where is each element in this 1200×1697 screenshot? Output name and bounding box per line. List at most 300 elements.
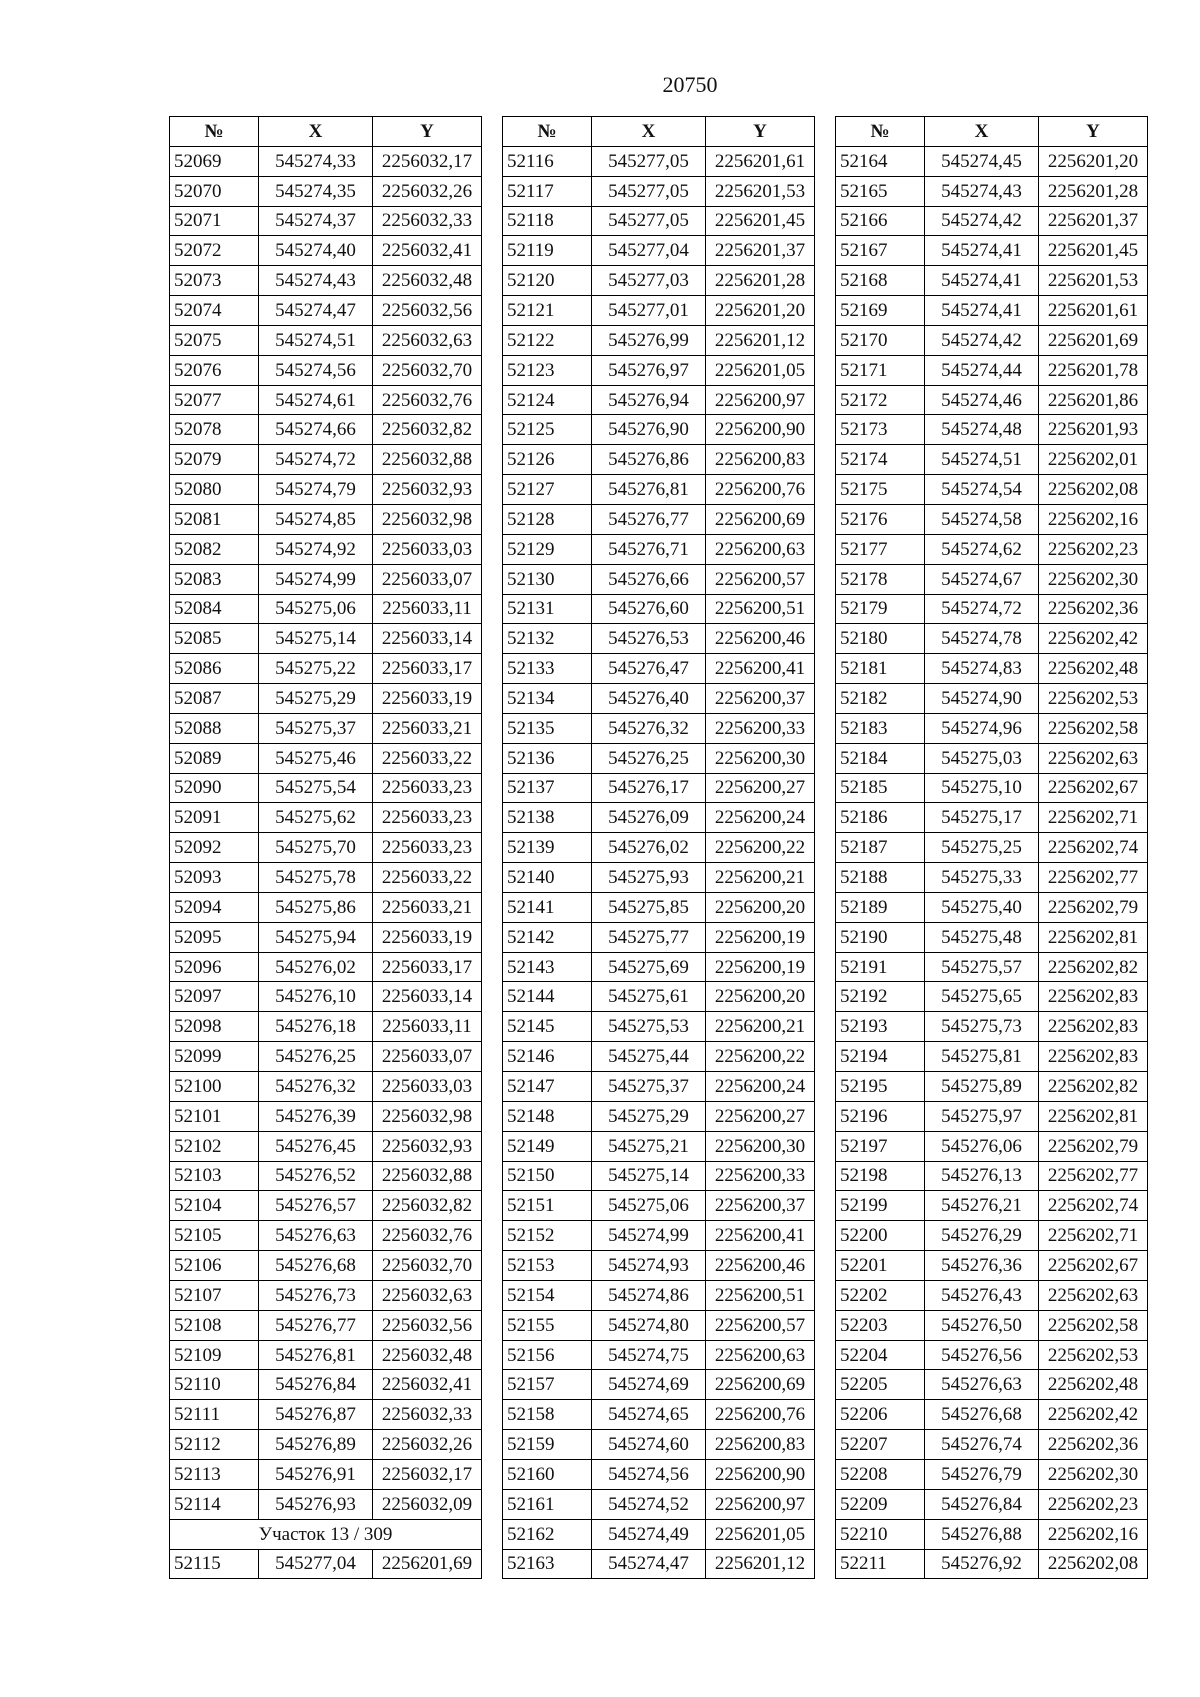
x-coordinate: 545276,06: [925, 1131, 1039, 1161]
point-number: 52181: [836, 654, 925, 684]
table-row: [836, 892, 1148, 922]
x-coordinate: 545275,03: [925, 743, 1039, 773]
y-coordinate: 2256033,14: [373, 982, 482, 1012]
point-number: 52151: [503, 1191, 592, 1221]
y-coordinate: 2256201,61: [706, 146, 815, 176]
header-y: Y: [706, 117, 815, 147]
x-coordinate: 545277,01: [592, 296, 706, 326]
x-coordinate: 545275,33: [925, 863, 1039, 893]
y-coordinate: 2256200,21: [706, 863, 815, 893]
table-row: [503, 654, 815, 684]
point-number: 52076: [170, 355, 259, 385]
table-row: [170, 296, 482, 326]
y-coordinate: 2256202,42: [1039, 1400, 1148, 1430]
point-number: 52164: [836, 146, 925, 176]
point-number: 52200: [836, 1221, 925, 1251]
x-coordinate: 545274,61: [259, 385, 373, 415]
table-row: [503, 415, 815, 445]
table-row: [503, 206, 815, 236]
point-number: 52157: [503, 1370, 592, 1400]
point-number: 52195: [836, 1072, 925, 1102]
x-coordinate: 545274,41: [925, 296, 1039, 326]
point-number: 52086: [170, 654, 259, 684]
x-coordinate: 545274,43: [259, 266, 373, 296]
y-coordinate: 2256202,16: [1039, 1519, 1148, 1549]
x-coordinate: 545276,13: [925, 1161, 1039, 1191]
point-number: 52155: [503, 1310, 592, 1340]
y-coordinate: 2256201,12: [706, 325, 815, 355]
y-coordinate: 2256200,30: [706, 1131, 815, 1161]
x-coordinate: 545276,45: [259, 1131, 373, 1161]
point-number: 52204: [836, 1340, 925, 1370]
x-coordinate: 545274,66: [259, 415, 373, 445]
table-row: [170, 146, 482, 176]
y-coordinate: 2256202,63: [1039, 743, 1148, 773]
table-row: [836, 445, 1148, 475]
point-number: 52081: [170, 504, 259, 534]
x-coordinate: 545276,32: [259, 1072, 373, 1102]
x-coordinate: 545275,40: [925, 892, 1039, 922]
y-coordinate: 2256200,20: [706, 982, 815, 1012]
point-number: 52167: [836, 236, 925, 266]
point-number: 52113: [170, 1459, 259, 1489]
table-row: [503, 833, 815, 863]
header-y: Y: [373, 117, 482, 147]
table-row: [170, 1280, 482, 1310]
table-row: [836, 1221, 1148, 1251]
y-coordinate: 2256033,19: [373, 684, 482, 714]
point-number: 52089: [170, 743, 259, 773]
table-row: [170, 1459, 482, 1489]
x-coordinate: 545274,43: [925, 176, 1039, 206]
table-row: [836, 1430, 1148, 1460]
table-row: [503, 355, 815, 385]
point-number: 52184: [836, 743, 925, 773]
header-number: №: [503, 117, 592, 147]
y-coordinate: 2256033,23: [373, 833, 482, 863]
table-row: [170, 355, 482, 385]
x-coordinate: 545276,94: [592, 385, 706, 415]
x-coordinate: 545274,90: [925, 684, 1039, 714]
table-row: [503, 684, 815, 714]
table-row: [836, 594, 1148, 624]
point-number: 52133: [503, 654, 592, 684]
x-coordinate: 545276,74: [925, 1430, 1039, 1460]
table-row: [503, 1101, 815, 1131]
section-label: Участок 13 / 309: [170, 1519, 482, 1549]
y-coordinate: 2256201,28: [1039, 176, 1148, 206]
table-row: [503, 863, 815, 893]
table-row: [170, 534, 482, 564]
y-coordinate: 2256201,45: [706, 206, 815, 236]
table-row: [170, 1042, 482, 1072]
point-number: 52175: [836, 475, 925, 505]
table-row: [836, 355, 1148, 385]
x-coordinate: 545275,22: [259, 654, 373, 684]
x-coordinate: 545274,67: [925, 564, 1039, 594]
y-coordinate: 2256202,83: [1039, 982, 1148, 1012]
y-coordinate: 2256032,26: [373, 176, 482, 206]
table-row: [836, 266, 1148, 296]
point-number: 52198: [836, 1161, 925, 1191]
point-number: 52176: [836, 504, 925, 534]
x-coordinate: 545274,92: [259, 534, 373, 564]
x-coordinate: 545275,62: [259, 803, 373, 833]
table-row: [170, 773, 482, 803]
x-coordinate: 545276,47: [592, 654, 706, 684]
y-coordinate: 2256200,33: [706, 1161, 815, 1191]
point-number: 52205: [836, 1370, 925, 1400]
y-coordinate: 2256202,77: [1039, 863, 1148, 893]
point-number: 52193: [836, 1012, 925, 1042]
point-number: 52166: [836, 206, 925, 236]
y-coordinate: 2256033,03: [373, 534, 482, 564]
x-coordinate: 545276,29: [925, 1221, 1039, 1251]
point-number: 52137: [503, 773, 592, 803]
table-row: [836, 982, 1148, 1012]
point-number: 52108: [170, 1310, 259, 1340]
point-number: 52201: [836, 1251, 925, 1281]
table-row: [503, 146, 815, 176]
x-coordinate: 545274,58: [925, 504, 1039, 534]
y-coordinate: 2256201,53: [1039, 266, 1148, 296]
point-number: 52112: [170, 1430, 259, 1460]
table-row: [503, 1519, 815, 1549]
table-row: [170, 863, 482, 893]
point-number: 52196: [836, 1101, 925, 1131]
point-number: 52135: [503, 713, 592, 743]
point-number: 52146: [503, 1042, 592, 1072]
point-number: 52199: [836, 1191, 925, 1221]
point-number: 52095: [170, 922, 259, 952]
table-row: [836, 1340, 1148, 1370]
table-row: [836, 146, 1148, 176]
point-number: 52132: [503, 624, 592, 654]
table-row: [836, 1072, 1148, 1102]
y-coordinate: 2256201,53: [706, 176, 815, 206]
point-number: 52096: [170, 952, 259, 982]
table-row: [836, 624, 1148, 654]
table-row: [170, 1072, 482, 1102]
y-coordinate: 2256033,07: [373, 564, 482, 594]
y-coordinate: 2256032,93: [373, 1131, 482, 1161]
point-number: 52152: [503, 1221, 592, 1251]
table-row: [503, 1400, 815, 1430]
header-number: №: [170, 117, 259, 147]
point-number: 52153: [503, 1251, 592, 1281]
y-coordinate: 2256200,19: [706, 922, 815, 952]
table-row: [170, 1191, 482, 1221]
table-row: [503, 1280, 815, 1310]
point-number: 52168: [836, 266, 925, 296]
table-row: [170, 594, 482, 624]
y-coordinate: 2256032,98: [373, 1101, 482, 1131]
point-number: 52130: [503, 564, 592, 594]
table-row: [836, 1101, 1148, 1131]
point-number: 52092: [170, 833, 259, 863]
point-number: 52084: [170, 594, 259, 624]
y-coordinate: 2256033,22: [373, 863, 482, 893]
x-coordinate: 545275,46: [259, 743, 373, 773]
x-coordinate: 545275,97: [925, 1101, 1039, 1131]
x-coordinate: 545276,68: [259, 1251, 373, 1281]
y-coordinate: 2256032,41: [373, 1370, 482, 1400]
table-row: [503, 1340, 815, 1370]
point-number: 52091: [170, 803, 259, 833]
table-row: [836, 1549, 1148, 1579]
y-coordinate: 2256200,51: [706, 594, 815, 624]
table-row: [170, 236, 482, 266]
y-coordinate: 2256202,81: [1039, 1101, 1148, 1131]
y-coordinate: 2256033,17: [373, 952, 482, 982]
y-coordinate: 2256202,36: [1039, 594, 1148, 624]
point-number: 52120: [503, 266, 592, 296]
point-number: 52128: [503, 504, 592, 534]
x-coordinate: 545275,17: [925, 803, 1039, 833]
coordinates-table-1: [169, 116, 482, 1579]
point-number: 52124: [503, 385, 592, 415]
x-coordinate: 545274,80: [592, 1310, 706, 1340]
point-number: 52088: [170, 713, 259, 743]
point-number: 52182: [836, 684, 925, 714]
table-row: [836, 713, 1148, 743]
header-number: №: [836, 117, 925, 147]
table-row: [503, 922, 815, 952]
x-coordinate: 545277,05: [592, 146, 706, 176]
x-coordinate: 545274,52: [592, 1489, 706, 1519]
x-coordinate: 545275,14: [259, 624, 373, 654]
y-coordinate: 2256032,09: [373, 1489, 482, 1519]
point-number: 52173: [836, 415, 925, 445]
table-row: [836, 1161, 1148, 1191]
x-coordinate: 545276,84: [259, 1370, 373, 1400]
point-number: 52197: [836, 1131, 925, 1161]
table-row: [836, 296, 1148, 326]
point-number: 52180: [836, 624, 925, 654]
table-row: [503, 176, 815, 206]
x-coordinate: 545274,41: [925, 266, 1039, 296]
x-coordinate: 545274,37: [259, 206, 373, 236]
table-row: [503, 1072, 815, 1102]
y-coordinate: 2256032,17: [373, 146, 482, 176]
x-coordinate: 545277,04: [592, 236, 706, 266]
point-number: 52117: [503, 176, 592, 206]
y-coordinate: 2256201,05: [706, 355, 815, 385]
table-row: [170, 892, 482, 922]
x-coordinate: 545276,73: [259, 1280, 373, 1310]
x-coordinate: 545276,50: [925, 1310, 1039, 1340]
table-row: [503, 952, 815, 982]
table-row: [836, 1370, 1148, 1400]
table-row: [503, 594, 815, 624]
y-coordinate: 2256200,76: [706, 475, 815, 505]
y-coordinate: 2256200,51: [706, 1280, 815, 1310]
table-row: [836, 176, 1148, 206]
y-coordinate: 2256200,21: [706, 1012, 815, 1042]
y-coordinate: 2256200,24: [706, 803, 815, 833]
y-coordinate: 2256200,97: [706, 1489, 815, 1519]
x-coordinate: 545276,93: [259, 1489, 373, 1519]
x-coordinate: 545276,77: [592, 504, 706, 534]
table-row: [503, 504, 815, 534]
x-coordinate: 545274,35: [259, 176, 373, 206]
table-row: [170, 654, 482, 684]
y-coordinate: 2256202,67: [1039, 1251, 1148, 1281]
page-number: 20750: [662, 72, 718, 97]
y-coordinate: 2256202,53: [1039, 1340, 1148, 1370]
y-coordinate: 2256201,20: [1039, 146, 1148, 176]
y-coordinate: 2256200,33: [706, 713, 815, 743]
point-number: 52080: [170, 475, 259, 505]
y-coordinate: 2256201,69: [373, 1549, 482, 1579]
point-number: 52208: [836, 1459, 925, 1489]
y-coordinate: 2256202,82: [1039, 952, 1148, 982]
point-number: 52171: [836, 355, 925, 385]
table-row: [836, 504, 1148, 534]
point-number: 52143: [503, 952, 592, 982]
table-row: [170, 266, 482, 296]
x-coordinate: 545276,25: [592, 743, 706, 773]
table-row: [836, 684, 1148, 714]
x-coordinate: 545275,70: [259, 833, 373, 863]
point-number: 52104: [170, 1191, 259, 1221]
point-number: 52191: [836, 952, 925, 982]
y-coordinate: 2256033,11: [373, 594, 482, 624]
y-coordinate: 2256033,23: [373, 803, 482, 833]
point-number: 52209: [836, 1489, 925, 1519]
point-number: 52154: [503, 1280, 592, 1310]
table-row: [836, 1519, 1148, 1549]
y-coordinate: 2256200,57: [706, 1310, 815, 1340]
table-row: [170, 1549, 482, 1579]
point-number: 52160: [503, 1459, 592, 1489]
x-coordinate: 545274,44: [925, 355, 1039, 385]
y-coordinate: 2256200,20: [706, 892, 815, 922]
y-coordinate: 2256033,19: [373, 922, 482, 952]
y-coordinate: 2256200,63: [706, 1340, 815, 1370]
x-coordinate: 545276,88: [925, 1519, 1039, 1549]
point-number: 52127: [503, 475, 592, 505]
x-coordinate: 545276,57: [259, 1191, 373, 1221]
x-coordinate: 545276,91: [259, 1459, 373, 1489]
table-row: [503, 773, 815, 803]
point-number: 52075: [170, 325, 259, 355]
x-coordinate: 545275,77: [592, 922, 706, 952]
point-number: 52105: [170, 1221, 259, 1251]
x-coordinate: 545274,72: [925, 594, 1039, 624]
point-number: 52118: [503, 206, 592, 236]
y-coordinate: 2256202,08: [1039, 475, 1148, 505]
table-row: [836, 385, 1148, 415]
table-row: [503, 1370, 815, 1400]
y-coordinate: 2256200,97: [706, 385, 815, 415]
point-number: 52097: [170, 982, 259, 1012]
y-coordinate: 2256200,69: [706, 504, 815, 534]
table-row: [836, 236, 1148, 266]
table-row: [503, 534, 815, 564]
y-coordinate: 2256201,61: [1039, 296, 1148, 326]
x-coordinate: 545276,25: [259, 1042, 373, 1072]
table-row: [503, 445, 815, 475]
point-number: 52147: [503, 1072, 592, 1102]
x-coordinate: 545274,65: [592, 1400, 706, 1430]
y-coordinate: 2256200,22: [706, 1042, 815, 1072]
header-x: X: [259, 117, 373, 147]
x-coordinate: 545276,90: [592, 415, 706, 445]
point-number: 52069: [170, 146, 259, 176]
x-coordinate: 545274,51: [925, 445, 1039, 475]
y-coordinate: 2256202,36: [1039, 1430, 1148, 1460]
point-number: 52186: [836, 803, 925, 833]
y-coordinate: 2256202,08: [1039, 1549, 1148, 1579]
table-row: [170, 1012, 482, 1042]
x-coordinate: 545276,53: [592, 624, 706, 654]
table-row: [503, 1221, 815, 1251]
table-row: [836, 1400, 1148, 1430]
x-coordinate: 545275,89: [925, 1072, 1039, 1102]
x-coordinate: 545276,52: [259, 1161, 373, 1191]
y-coordinate: 2256200,76: [706, 1400, 815, 1430]
table-row: [836, 922, 1148, 952]
y-coordinate: 2256032,63: [373, 325, 482, 355]
point-number: 52134: [503, 684, 592, 714]
y-coordinate: 2256032,82: [373, 415, 482, 445]
table-row: [170, 1340, 482, 1370]
table-row: [170, 564, 482, 594]
table-row: [836, 833, 1148, 863]
table-row: [170, 1310, 482, 1340]
point-number: 52101: [170, 1101, 259, 1131]
x-coordinate: 545276,97: [592, 355, 706, 385]
x-coordinate: 545277,04: [259, 1549, 373, 1579]
y-coordinate: 2256200,27: [706, 1101, 815, 1131]
table-row: [170, 445, 482, 475]
x-coordinate: 545275,29: [592, 1101, 706, 1131]
y-coordinate: 2256200,41: [706, 654, 815, 684]
y-coordinate: 2256032,56: [373, 1310, 482, 1340]
x-coordinate: 545274,40: [259, 236, 373, 266]
point-number: 52085: [170, 624, 259, 654]
x-coordinate: 545274,75: [592, 1340, 706, 1370]
table-row: [503, 1310, 815, 1340]
table-row: [170, 1370, 482, 1400]
point-number: 52188: [836, 863, 925, 893]
point-number: 52148: [503, 1101, 592, 1131]
point-number: 52094: [170, 892, 259, 922]
y-coordinate: 2256032,70: [373, 1251, 482, 1281]
y-coordinate: 2256032,70: [373, 355, 482, 385]
table-row: [836, 803, 1148, 833]
y-coordinate: 2256202,58: [1039, 713, 1148, 743]
point-number: 52123: [503, 355, 592, 385]
table-row: [170, 1251, 482, 1281]
table-row: [170, 475, 482, 505]
table-row: [836, 1489, 1148, 1519]
y-coordinate: 2256032,48: [373, 1340, 482, 1370]
point-number: 52082: [170, 534, 259, 564]
y-coordinate: 2256032,76: [373, 385, 482, 415]
y-coordinate: 2256200,37: [706, 1191, 815, 1221]
x-coordinate: 545275,06: [259, 594, 373, 624]
x-coordinate: 545275,10: [925, 773, 1039, 803]
x-coordinate: 545276,86: [592, 445, 706, 475]
point-number: 52119: [503, 236, 592, 266]
point-number: 52172: [836, 385, 925, 415]
coordinates-table-2: [502, 116, 815, 1579]
y-coordinate: 2256200,27: [706, 773, 815, 803]
y-coordinate: 2256202,79: [1039, 892, 1148, 922]
x-coordinate: 545274,85: [259, 504, 373, 534]
